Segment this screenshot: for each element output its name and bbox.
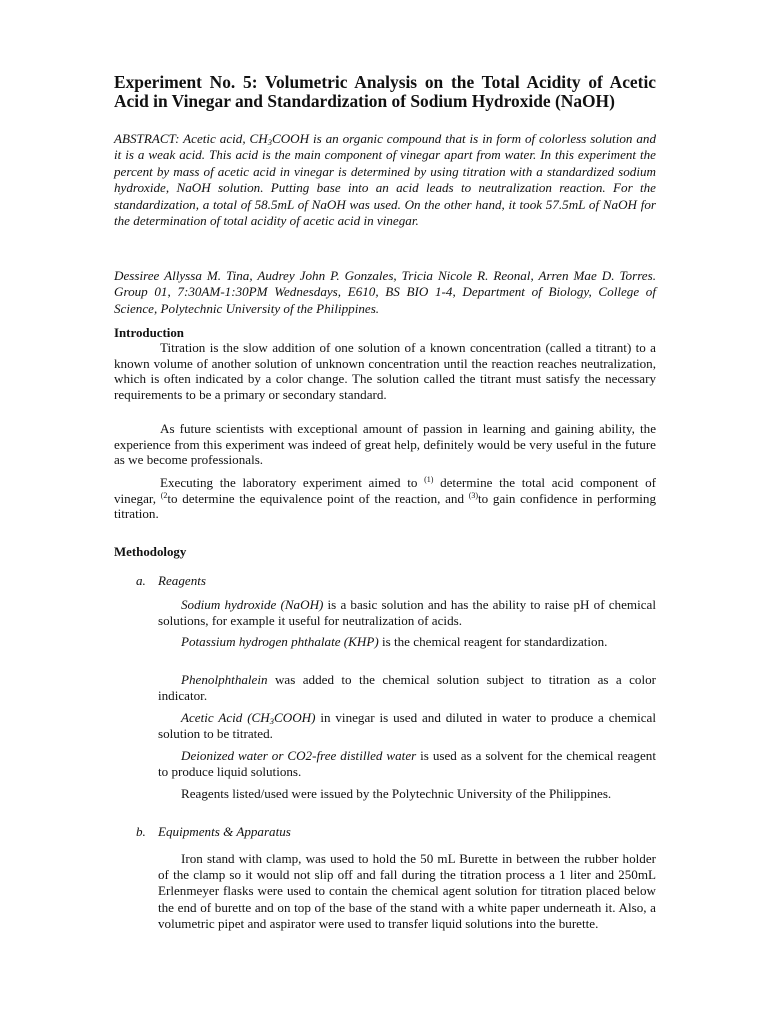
reagent-description: is a basic solution and has the ability to raise pH of chemical solutions, for example it useful for neutralization of acids. (158, 597, 656, 628)
reagent-description: is used as a solvent for the chemical reagent to produce liquid solutions. (158, 748, 656, 779)
reagent-name: Deionized water or CO2-free distilled water (181, 748, 417, 763)
reagent-naoh (158, 597, 656, 628)
reagent-name: Acetic Acid $(CH_3COOH)$ (181, 710, 316, 726)
abstract-text-1: Acetic acid, CH (179, 131, 268, 146)
reagents-letter: a. (136, 573, 146, 588)
equipment-letter: b. (136, 824, 146, 839)
abstract (114, 131, 656, 229)
author-affiliation: Dessiree Allyssa M. Tina, Audrey John P. Gonzales, Tricia Nicole R. Reonal, Arren Mae D. Torres. Group 01, 7:30AM-1:30PM Wednesdays, E610, BS BIO 1-4, Department of Biology, College of Science, Polytechnic University of the Philippines. (114, 268, 656, 316)
equipment-paragraph: Iron stand with clamp, was used to hold the 50 mL Burette in between the rubber holder of the clamp so it would not slip off and fall during the titration process a 1 liter and 250mL Erlenmeyer flasks were used to contain the chemical agent solution for titration placed below the end of burette and on top of the base of the stand with a white paper underneath it. Also, a volumetric pipet and aspirator were used to transfer liquid solutions into the burette. (158, 851, 656, 931)
aim-text-d: to gain confidence in performing titration. (114, 490, 656, 522)
aim-marker-1: (1) (424, 475, 434, 484)
introduction-paragraph-3 (114, 475, 656, 522)
introduction-paragraph-1: Titration is the slow addition of one solution of a known concentration (called a titrant) to a known volume of another solution of unknown concentration until the reaction reaches neutralization, which is often indicated by a color change. The solution called the titrant must satisfy the necessary requirements to be a primary or secondary standard. (114, 340, 656, 402)
paper-title: Experiment No. 5: Volumetric Analysis on the Total Acidity of Acetic Acid in Vinegar and Standardization of Sodium Hydroxide (NaOH) (114, 72, 656, 111)
reagent-description: in vinegar is used and diluted in water to produce a chemical solution to be titrated. (158, 710, 656, 741)
reagent-name: Sodium hydroxide (NaOH) (181, 597, 324, 612)
reagent-acetic-acid (158, 710, 656, 741)
abstract-label: ABSTRACT: (114, 131, 180, 146)
reagents-subheading (136, 573, 206, 589)
reagent-description: was added to the chemical solution subject to titration as a color indicator. (158, 672, 656, 703)
reagents-label: Reagents (158, 573, 206, 588)
abstract-text-2: COOH is an organic compound that is in form of colorless solution and it is a weak acid. This acid is the main component of vinegar apart from water. In this experiment the percent by mass of acetic acid in vinegar is determined by using titration with a standardized sodium hydroxide, NaOH solution. Putting base into an acid leads to neutralization reaction. For the standardization, a total of 58.5mL of NaOH was used. On the other hand, it took 57.5mL of NaOH for the determination of total acidity of acetic acid in vinegar. (114, 131, 656, 229)
reagent-water (158, 748, 656, 779)
abstract-subscript: 3 (267, 137, 272, 147)
reagent-name: Phenolphthalein (181, 672, 268, 687)
aim-marker-3: (3) (468, 490, 479, 500)
introduction-paragraph-2: As future scientists with exceptional amount of passion in learning and gaining ability, the experience from this experiment was indeed of great help, definitely would be very useful in the future as we become professionals. (114, 421, 656, 468)
methodology-heading: Methodology (114, 545, 187, 559)
aim-marker-2: (2 (160, 490, 168, 500)
aim-text-b: determine the total acid component of vinegar, (114, 475, 656, 506)
reagent-phenolphthalein (158, 672, 656, 703)
reagent-name: Potassium hydrogen phthalate (KHP) (181, 634, 379, 649)
equipment-label: Equipments & Apparatus (158, 824, 291, 839)
aim-text-a: Executing the laboratory experiment aimed to (160, 475, 425, 490)
reagent-khp (158, 634, 656, 650)
reagents-source-note: Reagents listed/used were issued by the Polytechnic University of the Philippines. (181, 786, 612, 801)
aim-text-c: to determine the equivalence point of the reaction, and (167, 490, 469, 506)
introduction-heading: Introduction (114, 326, 184, 340)
equipment-subheading (136, 824, 291, 840)
reagent-description: is the chemical reagent for standardization. (378, 634, 608, 649)
